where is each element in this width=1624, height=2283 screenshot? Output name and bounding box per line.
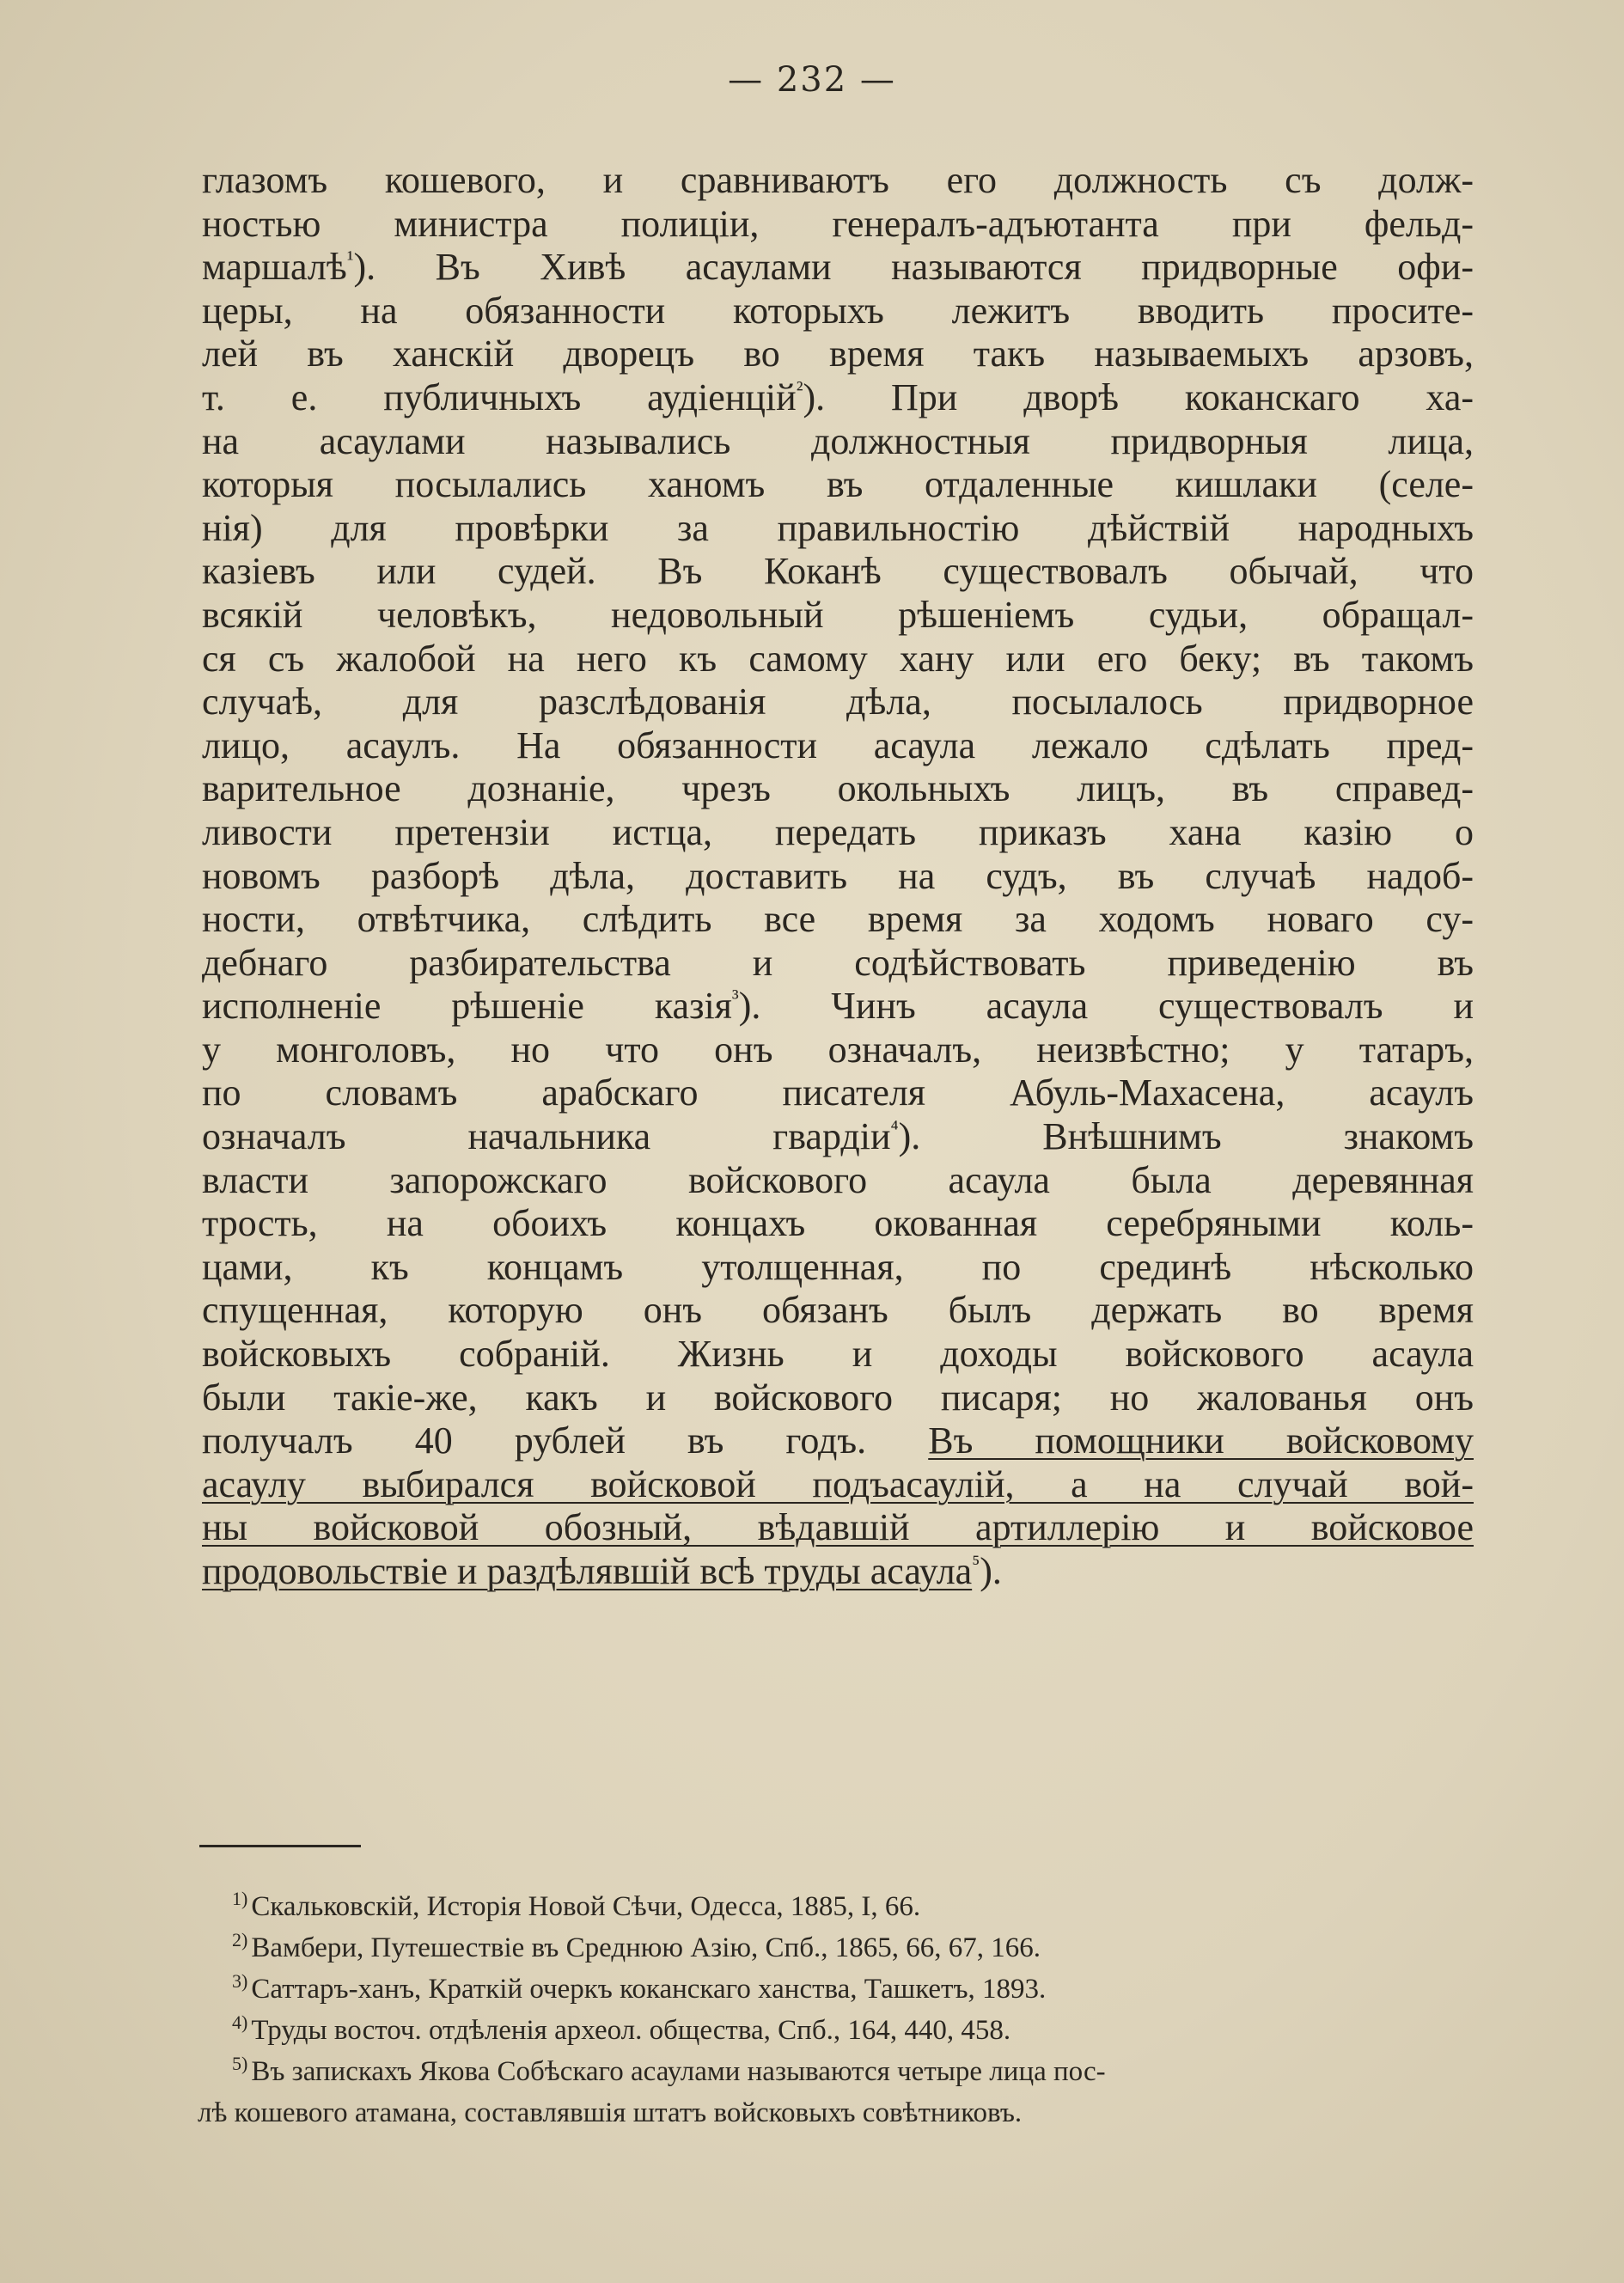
text-line: продовольствіе и раздѣлявшій всѣ труды асаула$^{^5}$). — [202, 1550, 1002, 1592]
footnote-ref: ² — [796, 376, 803, 402]
text-line: дебнаго разбирательства и содѣйствовать приведенію въ — [202, 941, 1474, 984]
text-line: новомъ разборѣ дѣла, доставить на судъ, въ случаѣ надоб- — [202, 854, 1474, 897]
text-line: нія) для провѣрки за правильностію дѣйствій народныхъ — [202, 506, 1474, 549]
text-line: маршалѣ$^{^1}$). Въ Хивѣ асаулами называются придворные офи- — [202, 246, 1474, 289]
text-line: варительное дознаніе, чрезъ окольныхъ лицъ, въ справед- — [202, 767, 1474, 810]
text-line: по словамъ арабскаго писателя Абуль-Махасена, асаулъ — [202, 1071, 1474, 1114]
text-line: войсковыхъ собраній. Жизнь и доходы войскового асаула — [202, 1333, 1474, 1376]
text-line: церы, на обязанности которыхъ лежитъ вводить просите- — [202, 289, 1474, 332]
text-line: лей въ ханскій дворецъ во время такъ называемыхъ арзовъ, — [202, 333, 1474, 375]
text-line: лицо, асаулъ. На обязанности асаула лежало сдѣлать пред- — [202, 723, 1474, 766]
footnote — [232, 2051, 1461, 2092]
footnote-mark: 2) — [232, 1929, 248, 1950]
text-line: случаѣ, для разслѣдованія дѣла, посылалось придворное — [202, 681, 1474, 723]
footnote-ref: ⁵ — [972, 1550, 980, 1576]
footnote — [232, 1927, 1461, 1969]
text-line: у монголовъ, но что онъ означалъ, неизвѣстно; у татаръ, — [202, 1028, 1474, 1071]
footnote-continuation — [198, 2092, 1461, 2133]
text-line: казіевъ или судей. Въ Коканѣ существовалъ обычай, что — [202, 550, 1474, 593]
text-line: которыя посылались ханомъ въ отдаленные кишлаки (селе- — [202, 463, 1474, 506]
text-line: спущенная, которую онъ обязанъ былъ держать во время — [202, 1289, 1474, 1332]
text-line — [202, 1463, 1474, 1507]
footnote-text: Въ запискахъ Якова Собѣскаго асаулами называются четыре лица пос- — [251, 2056, 1106, 2087]
text-line: ностью министра полиціи, генералъ-адъютанта при фельд- — [202, 202, 1474, 245]
footnote-mark: 1) — [232, 1888, 248, 1909]
footnote — [232, 1886, 1461, 1927]
text-line: власти запорожскаго войскового асаула была деревянная — [202, 1158, 1474, 1201]
footnote-text: Труды восточ. отдѣленія археол. общества, Спб., 164, 440, 458. — [251, 2015, 1011, 2046]
main-paragraph — [202, 159, 1474, 1594]
footnote-text: лѣ кошевого атамана, составлявшія штатъ войсковыхъ совѣтниковъ. — [198, 2097, 1023, 2128]
underlined-passage: ны войсковой обозный, вѣдавшій артиллерію и войсковое — [202, 1506, 1474, 1549]
text-line: получалъ 40 рублей въ годъ. Въ помощники войсковому — [202, 1419, 1474, 1462]
text-line: глазомъ кошевого, и сравниваютъ его должность съ долж- — [202, 159, 1474, 201]
footnote-text: Скальковскій, Исторія Новой Сѣчи, Одесса, 1885, I, 66. — [251, 1891, 921, 1922]
text-line: всякій человѣкъ, недовольный рѣшеніемъ судьи, обращал- — [202, 593, 1474, 636]
text-line: ливости претензіи истца, передать приказъ хана казію о — [202, 810, 1474, 853]
footnote-mark: 5) — [232, 2053, 248, 2074]
underlined-passage: асаулу выбирался войсковой подъасаулій, а на случай вой- — [202, 1462, 1474, 1505]
text-line: ности, отвѣтчика, слѣдить все время за ходомъ новаго су- — [202, 898, 1474, 941]
underlined-passage: продовольствіе и раздѣлявшій всѣ труды асаула — [202, 1550, 973, 1592]
text-line: означалъ начальника гвардіи$^{^4}$). Внѣшнимъ знакомъ — [202, 1115, 1474, 1158]
text-line: трость, на обоихъ концахъ окованная серебряными коль- — [202, 1202, 1474, 1245]
footnote-mark: 4) — [232, 2011, 248, 2033]
footnote-ref: ⁴ — [890, 1115, 899, 1141]
footnote-separator — [199, 1845, 361, 1847]
footnote-mark: 3) — [232, 1970, 248, 1992]
footnote — [232, 1969, 1461, 2010]
underlined-passage: Въ помощники войсковому — [928, 1419, 1474, 1462]
text-line: ся съ жалобой на него къ самому хану или его беку; въ такомъ — [202, 637, 1474, 680]
text-line: т. е. публичныхъ аудіенцій$^{^2}$). При дворѣ коканскаго ха- — [202, 375, 1474, 418]
text-line: были такіе-же, какъ и войскового писаря; но жалованья онъ — [202, 1376, 1474, 1419]
footnote-text: Саттаръ-ханъ, Краткій очеркъ коканскаго ханства, Ташкетъ, 1893. — [251, 1974, 1047, 2005]
footnote-text: Вамбери, Путешествіе въ Среднюю Азію, Спб., 1865, 66, 67, 166. — [251, 1932, 1041, 1963]
footnote-ref: ¹ — [346, 246, 354, 272]
text-line: на асаулами назывались должностныя придворныя лица, — [202, 419, 1474, 462]
footnote — [232, 2010, 1461, 2051]
text-line — [202, 1506, 1474, 1550]
footnote-ref: ³ — [731, 985, 739, 1010]
footnotes — [198, 1886, 1461, 2133]
text-line: исполненіе рѣшеніе казія$^{^3}$). Чинъ асаула существовалъ и — [202, 985, 1474, 1028]
text-line: цами, къ концамъ утолщенная, по срединѣ нѣсколько — [202, 1245, 1474, 1288]
page-number: — 232 — — [728, 60, 896, 100]
